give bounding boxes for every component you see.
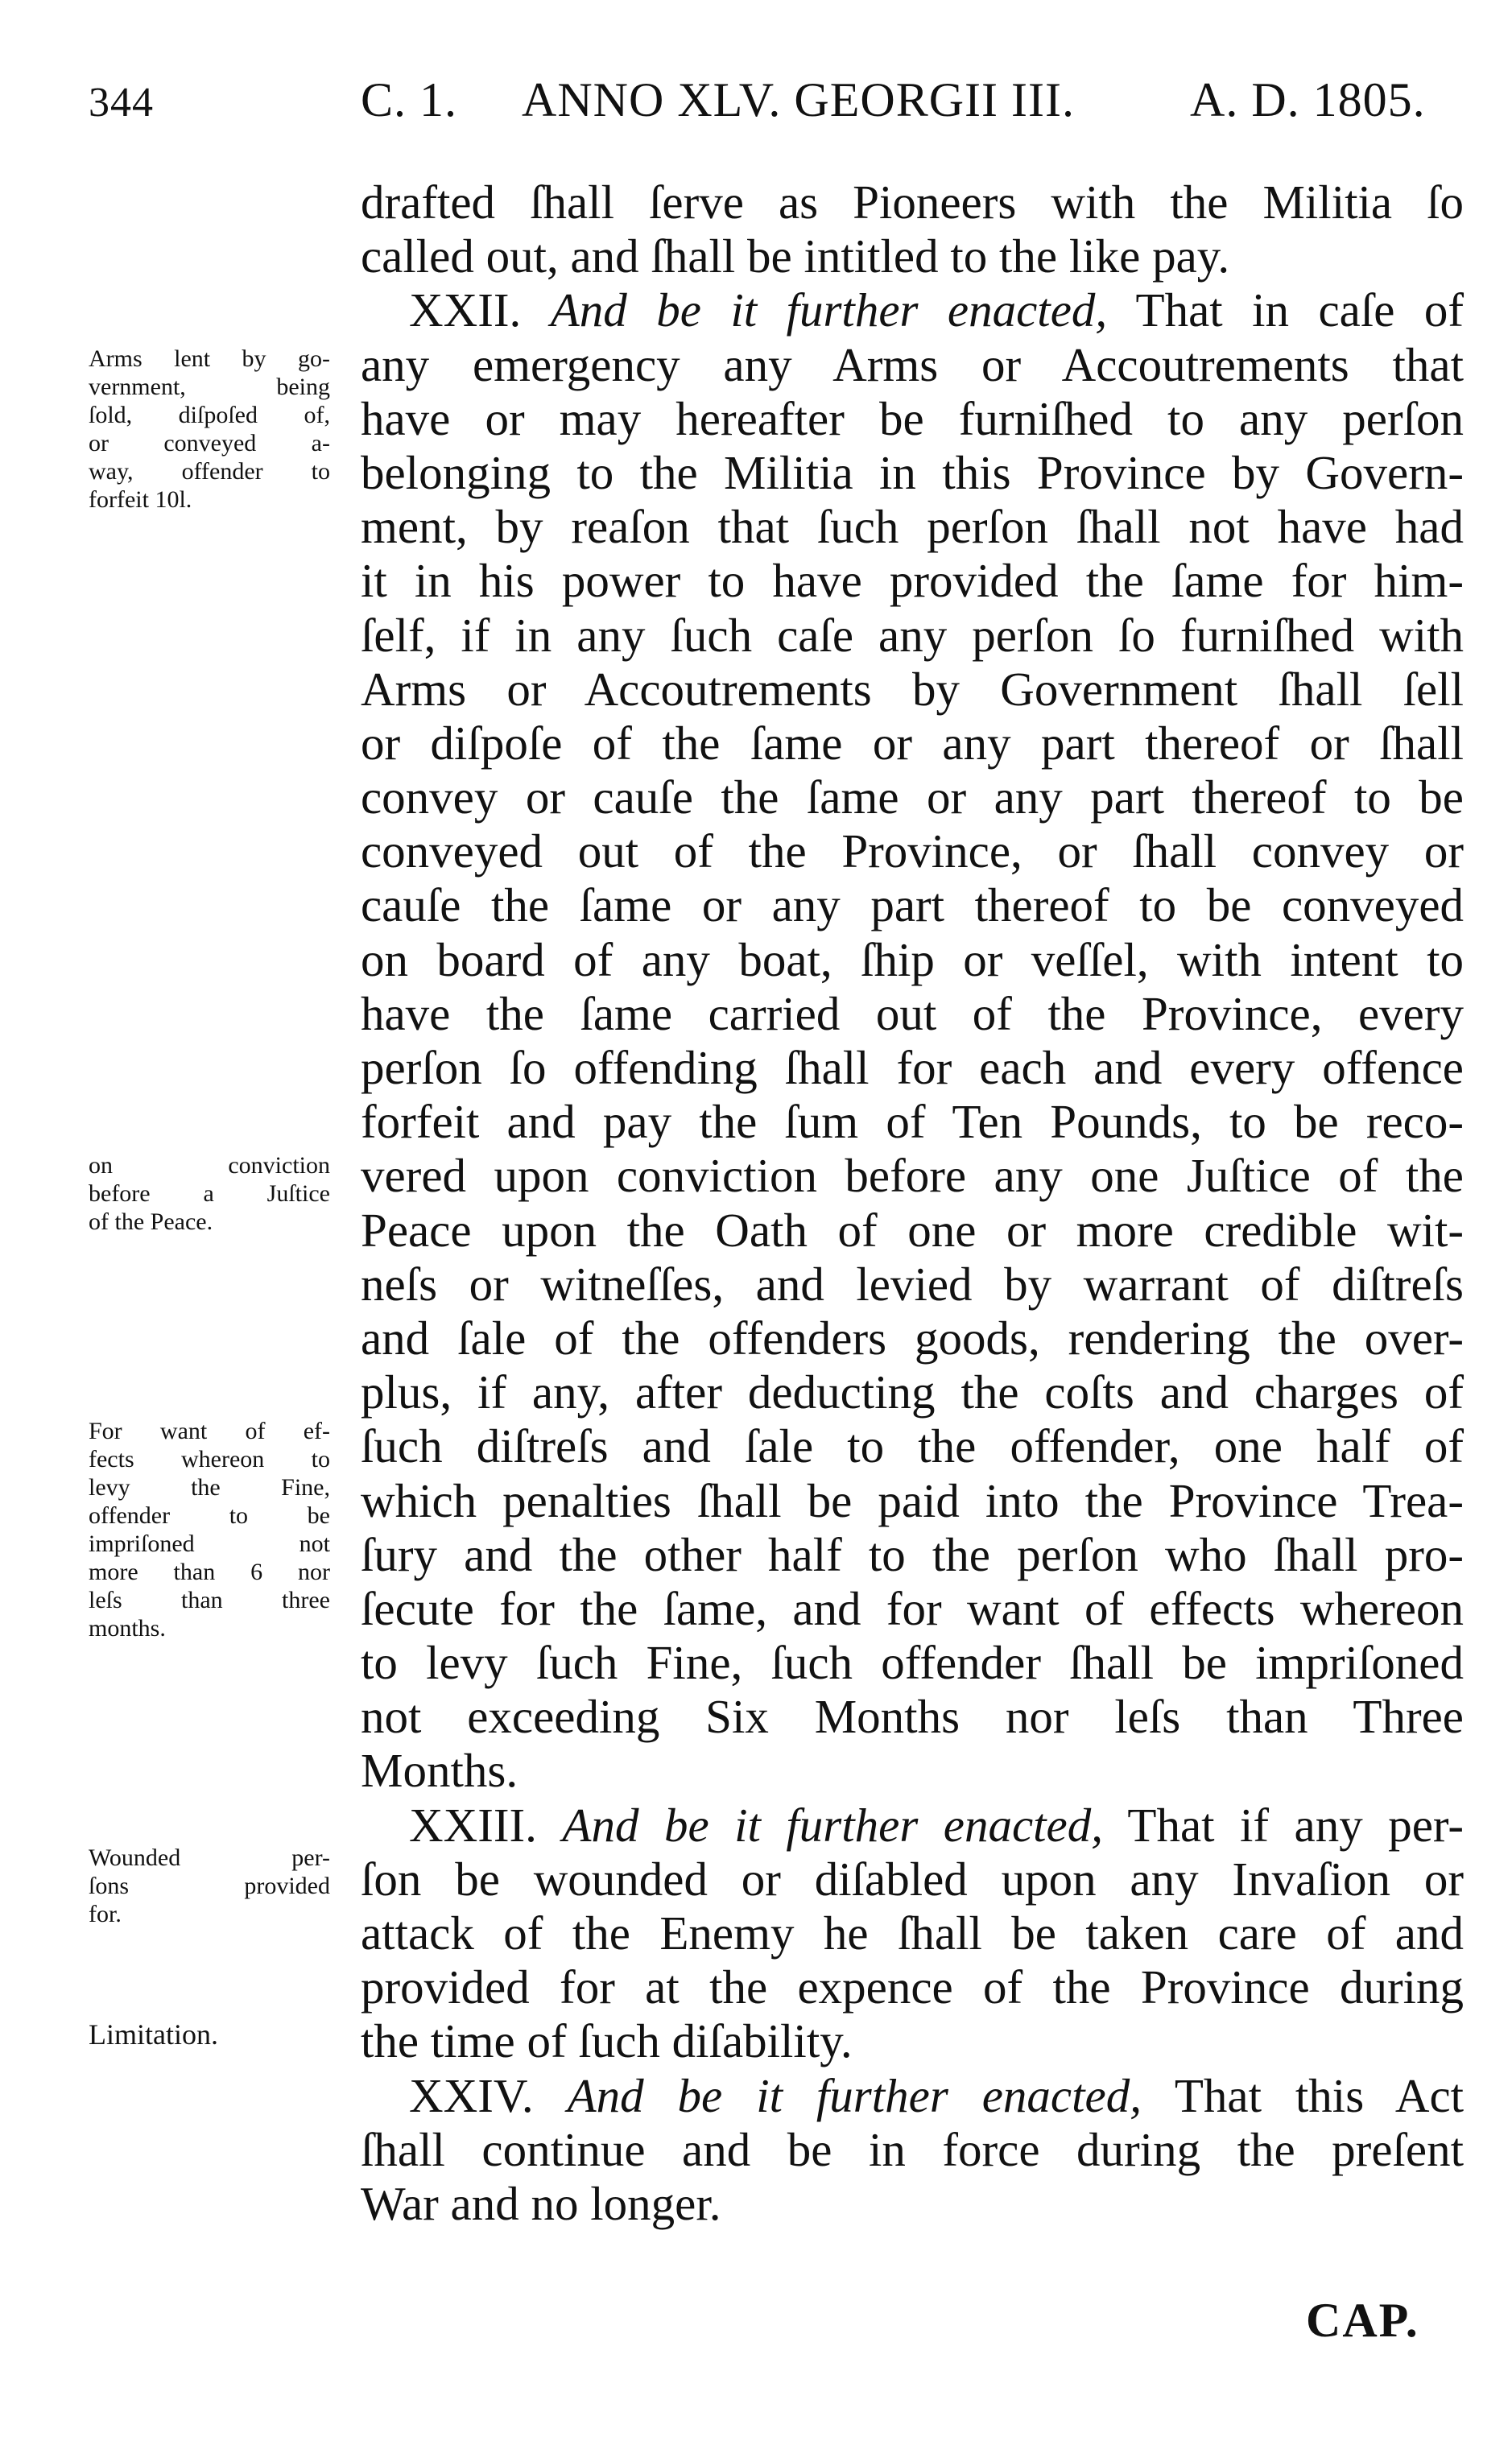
line-text: Arms or Accoutrements by Government ſhall ſell xyxy=(361,662,1464,716)
line-text: cauſe the ſame or any part thereof to be conveyed xyxy=(361,878,1464,932)
enacting-phrase: And be it further enacted, xyxy=(562,1798,1103,1852)
enacting-phrase: And be it further enacted, xyxy=(550,283,1108,337)
line-text: provided for at the expence of the Province during xyxy=(361,1960,1464,2014)
margin-note-line: for. xyxy=(89,1901,122,1927)
line-text: That in caſe of xyxy=(1135,283,1464,337)
margin-note-line: vernment, being xyxy=(89,374,330,400)
line-text: or diſpoſe of the ſame or any part thereof or ſhall xyxy=(361,716,1464,770)
line-text: forfeit and pay the ſum of Ten Pounds, to be reco- xyxy=(361,1095,1464,1149)
margin-note-limitation xyxy=(89,2018,330,2051)
text-line xyxy=(361,2014,1464,2068)
margin-note-line: leſs than three xyxy=(89,1587,330,1613)
line-text: ſelf, if in any ſuch caſe any perſon ſo furniſhed with xyxy=(361,608,1464,662)
text-line xyxy=(361,554,1464,608)
section-number: XXIII. xyxy=(409,1798,537,1852)
line-text: ſury and the other half to the perſon who ſhall pro- xyxy=(361,1527,1464,1581)
margin-note-line: of the Peace. xyxy=(89,1208,213,1235)
line-text: plus, if any, after deducting the coſts and charges of xyxy=(361,1365,1464,1419)
section-number: XXII. xyxy=(409,283,522,337)
page-number: 344 xyxy=(89,80,154,126)
text-line xyxy=(361,1365,1464,1419)
margin-note-line: For want of ef- xyxy=(89,1418,330,1444)
margin-note-line: offender to be xyxy=(89,1502,330,1529)
section-number: XXIV. xyxy=(409,2068,534,2122)
margin-note-line: Wounded per- xyxy=(89,1844,330,1871)
margin-note-line: forfeit 10l. xyxy=(89,486,192,513)
margin-note-wounded xyxy=(89,1844,330,1928)
line-text: ſuch diſtreſs and ſale to the offender, one half of xyxy=(361,1419,1464,1473)
margin-note-line: way, offender to xyxy=(89,458,330,485)
enacting-phrase: And be it further enacted, xyxy=(567,2068,1142,2122)
line-text: Months. xyxy=(361,1744,518,1798)
line-text: War and no longer. xyxy=(361,2176,721,2230)
line-text: vered upon conviction before any one Juſtice of the xyxy=(361,1149,1464,1203)
text-line xyxy=(361,1419,1464,1473)
line-text: which penalties ſhall be paid into the Province Trea- xyxy=(361,1473,1464,1527)
line-text: on board of any boat, ſhip or veſſel, with intent to xyxy=(361,932,1464,986)
margin-note-line: levy the Fine, xyxy=(89,1474,330,1501)
text-line xyxy=(361,1960,1464,2014)
margin-note-want-of-effects xyxy=(89,1417,330,1642)
line-text: ſecute for the ſame, and for want of effects whereon xyxy=(361,1581,1464,1635)
line-text: ſon be wounded or diſabled upon any Invaſion or xyxy=(361,1852,1464,1906)
margin-note-line: impriſoned not xyxy=(89,1530,330,1557)
margin-note-arms xyxy=(89,345,330,514)
text-line xyxy=(361,717,1464,770)
text-line xyxy=(361,1906,1464,1960)
text-line xyxy=(361,1149,1464,1203)
line-text: neſs or witneſſes, and levied by warrant of diſtreſs xyxy=(361,1257,1464,1311)
text-line xyxy=(361,1636,1464,1690)
line-text: to levy ſuch Fine, ſuch offender ſhall be impriſoned xyxy=(361,1636,1464,1690)
line-text: Peace upon the Oath of one or more credible wit- xyxy=(361,1203,1464,1257)
text-line xyxy=(361,1744,1464,1798)
text-line xyxy=(361,1095,1464,1149)
line-text: any emergency any Arms or Accoutrements that xyxy=(361,337,1464,391)
text-line xyxy=(361,2069,1464,2123)
text-line xyxy=(361,500,1464,554)
line-text: have or may hereafter be furniſhed to any perſon xyxy=(361,391,1464,445)
margin-note-line: before a Juſtice xyxy=(89,1180,330,1207)
chapter-heading: C. 1. xyxy=(361,73,458,126)
margin-note-line: ſold, diſpoſed of, xyxy=(89,402,330,428)
line-text: belonging to the Militia in this Province by Govern- xyxy=(361,445,1464,499)
line-text: have the ſame carried out of the Province, every xyxy=(361,986,1464,1040)
text-line xyxy=(361,933,1464,987)
margin-note-line: on conviction xyxy=(89,1152,330,1179)
line-text: attack of the Enemy he ſhall be taken care of and xyxy=(361,1906,1464,1960)
line-text: That if any per- xyxy=(1127,1798,1464,1852)
text-line xyxy=(361,1311,1464,1365)
margin-note-line: more than 6 nor xyxy=(89,1559,330,1585)
text-line xyxy=(361,229,1464,283)
text-line xyxy=(361,1853,1464,1906)
text-line xyxy=(361,1204,1464,1258)
text-line xyxy=(361,1041,1464,1095)
date-heading: A. D. 1805. xyxy=(1190,73,1426,126)
text-line xyxy=(361,283,1464,337)
line-text: the time of ſuch diſability. xyxy=(361,2014,853,2068)
line-text: ment, by reaſon that ſuch perſon ſhall not have had xyxy=(361,500,1464,554)
text-line xyxy=(361,2123,1464,2177)
line-text: perſon ſo offending ſhall for each and every offence xyxy=(361,1041,1464,1094)
margin-note-conviction xyxy=(89,1151,330,1236)
line-text: That this Act xyxy=(1174,2068,1464,2122)
text-line xyxy=(361,1528,1464,1582)
text-line xyxy=(361,824,1464,878)
body-text xyxy=(361,176,1464,2231)
text-line xyxy=(361,2177,1464,2231)
line-text: not exceeding Six Months nor leſs than Three xyxy=(361,1690,1464,1744)
line-text: called out, and ſhall be intitled to the like pay. xyxy=(361,229,1230,283)
line-text: drafted ſhall ſerve as Pioneers with the Militia ſo xyxy=(361,176,1464,229)
margin-note-line: Limitation. xyxy=(89,2018,218,2051)
margin-note-line: fects whereon to xyxy=(89,1446,330,1473)
margin-note-line: Arms lent by go- xyxy=(89,345,330,372)
margin-note-line: or conveyed a- xyxy=(89,430,330,456)
text-line xyxy=(361,663,1464,717)
text-line xyxy=(361,446,1464,500)
margin-note-line: months. xyxy=(89,1615,166,1642)
line-text: conveyed out of the Province, or ſhall convey or xyxy=(361,824,1464,878)
text-line xyxy=(361,1258,1464,1311)
text-line xyxy=(361,392,1464,446)
text-line xyxy=(361,176,1464,229)
line-text: convey or cauſe the ſame or any part thereof to be xyxy=(361,770,1464,824)
line-text: it in his power to have provided the ſame for him- xyxy=(361,554,1464,608)
text-line xyxy=(361,609,1464,663)
line-text: ſhall continue and be in force during the preſent xyxy=(361,2122,1464,2176)
text-line xyxy=(361,1582,1464,1636)
margin-note-line: ſons provided xyxy=(89,1873,330,1899)
text-line xyxy=(361,987,1464,1041)
anno-heading: ANNO XLV. GEORGII III. xyxy=(522,73,1075,126)
text-line xyxy=(361,1799,1464,1853)
text-line xyxy=(361,878,1464,932)
text-line xyxy=(361,338,1464,392)
text-line xyxy=(361,770,1464,824)
text-line xyxy=(361,1474,1464,1528)
catchword: CAP. xyxy=(1306,2294,1419,2347)
line-text: and ſale of the offenders goods, rendering the over- xyxy=(361,1311,1464,1365)
text-line xyxy=(361,1690,1464,1744)
